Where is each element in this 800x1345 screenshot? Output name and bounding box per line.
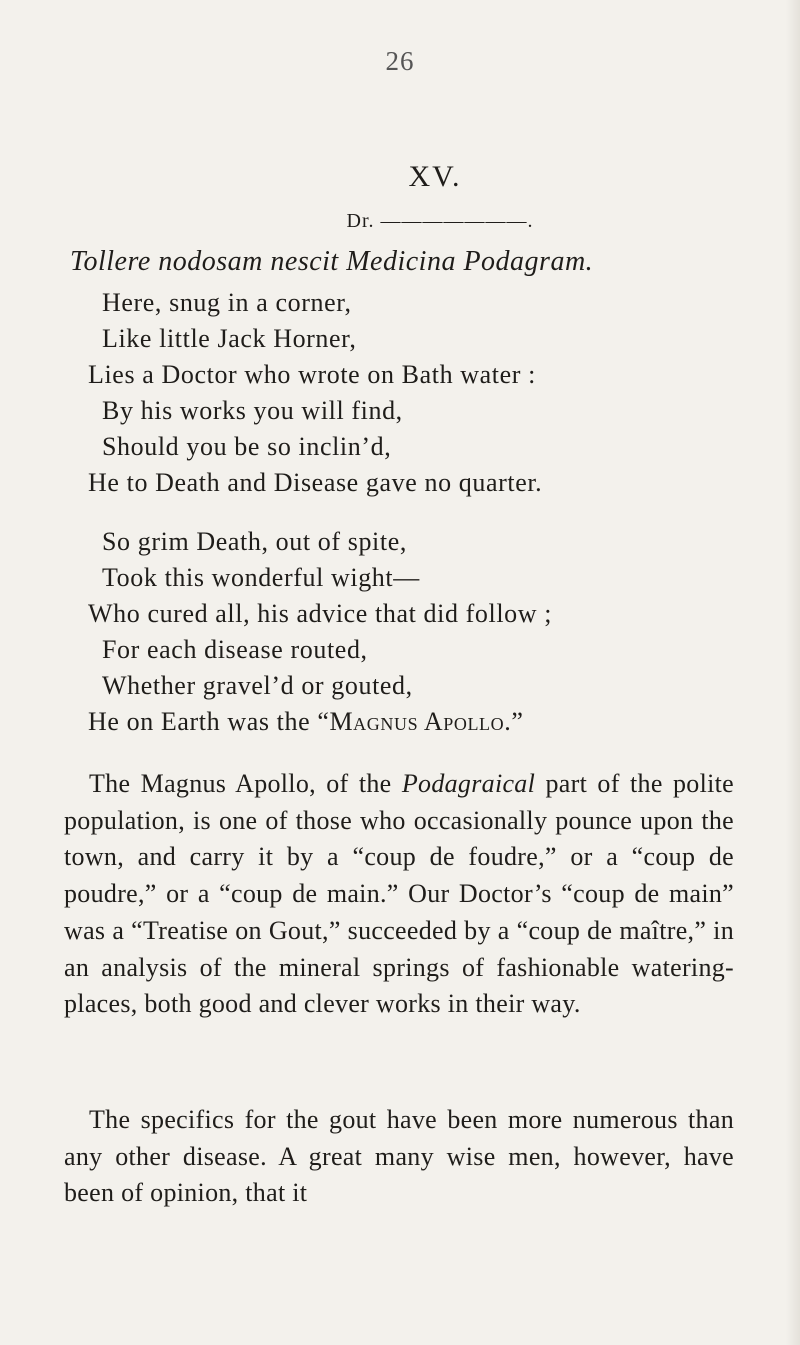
italic-term: Podagraical: [401, 769, 536, 798]
paragraph-text: The Magnus Apollo, of the: [89, 769, 402, 798]
verse-line: He to Death and Disease gave no quarter.: [88, 468, 543, 497]
latin-motto: Tollere nodosam nescit Medicina Podagram.: [70, 246, 594, 277]
verse-line: Who cured all, his advice that did follow ;: [88, 599, 553, 628]
magnus-apollo-smallcaps: Magnus Apollo: [329, 707, 505, 736]
verse-line: Should you be so inclin’d,: [102, 432, 392, 461]
verse-line-end: .”: [504, 707, 524, 736]
verse-line: So grim Death, out of spite,: [102, 527, 407, 556]
paragraph: The specifics for the gout have been more numerous than any other disease. A great many wise men, however, have been of opinion, that it: [64, 1105, 734, 1208]
verse-line: For each disease routed,: [102, 635, 368, 664]
page-edge-shadow: [786, 0, 800, 1345]
page-number: 26: [385, 46, 415, 76]
verse-line: Whether gravel’d or gouted,: [102, 671, 413, 700]
verse-line-text: He on Earth was the “: [88, 707, 330, 736]
verse-line: Here, snug in a corner,: [102, 288, 352, 317]
verse-line: Lies a Doctor who wrote on Bath water :: [88, 360, 536, 389]
paragraph: [64, 766, 734, 1023]
paragraph-text: part of the polite population, is one of those who occasionally pounce upon the town, and carry it by a “coup de foudre,” or a “coup de poudre,” or a “coup de main.” Our Doctor’s “coup de main” was a “Treatise on Gout,” succeeded by a “coup de maître,” in an analysis of the mineral springs of fashionable watering-places, both good and clever works in their way.: [64, 769, 734, 1019]
chapter-heading: XV.: [408, 160, 462, 193]
verse-line: Like little Jack Horner,: [102, 324, 357, 353]
verse-line: By his works you will find,: [102, 396, 403, 425]
verse-line: [88, 707, 524, 737]
epitaph-subject: Dr. ———————.: [346, 210, 534, 232]
verse-line: Took this wonderful wight—: [102, 563, 420, 592]
